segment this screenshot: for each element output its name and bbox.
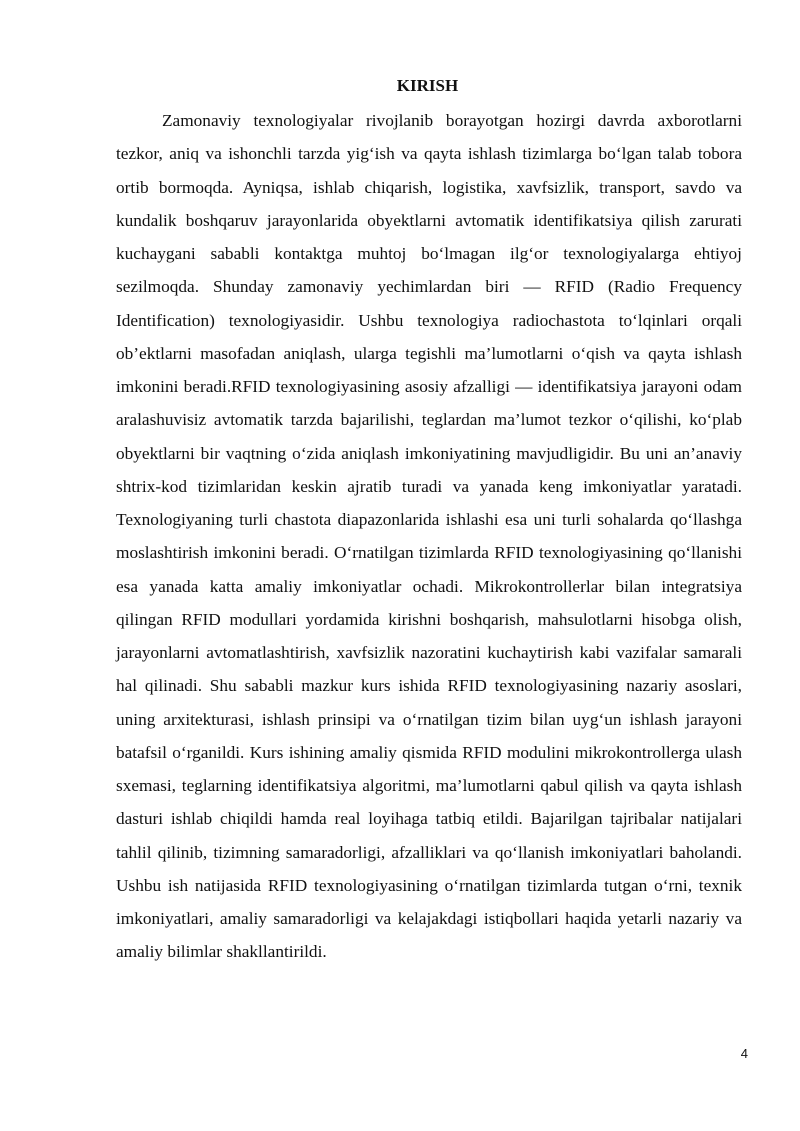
page-title: KIRISH bbox=[396, 76, 459, 95]
body-paragraph: Zamonaviy texnologiyalar rivojlanib borayotgan hozirgi davrda axborotlarni tezkor, aniq va ishonchli tarzda yig‘ish va qayta ishlash tizimlarga bo‘lgan talab tobora ortib bormoqda. Ayniqsa, ishlab chiqarish, logistika, xavfsizlik, transport, savdo va kundalik boshqaruv jarayonlarida obyektlarni avtomatik identifikatsiya qilish zarurati kuchaygani sababli kontaktga muhtoj bo‘lmagan ilg‘or texnologiyalarga ehtiyoj sezilmoqda. Shunday zamonaviy yechimlardan biri — RFID (Radio Frequency Identification) texnologiyasidir. Ushbu texnologiya radiochastota to‘lqinlari orqali ob’ektlarni masofadan aniqlash, ularga tegishli ma’lumotlarni o‘qish va qayta ishlash imkonini beradi.RFID texnologiyasining asosiy afzalligi — identifikatsiya jarayoni odam aralashuvisiz avtomatik tarzda bajarilishi, teglardan ma’lumot tezkor o‘qilishi, ko‘plab obyektlarni bir vaqtning o‘zida aniqlash imkoniyatining mavjudligidir. Bu uni an’anaviy shtrix-kod tizimlaridan keskin ajratib turadi va yanada keng imkoniyatlar yaratadi. Texnologiyaning turli chastota diapazonlarida ishlashi esa uni turli sohalarda qo‘llashga moslashtirish imkonini beradi. O‘rnatilgan tizimlarda RFID texnologiyasining qo‘llanishi esa yanada katta amaliy imkoniyatlar ochadi. Mikrokontrollerlar bilan integratsiya qilingan RFID modullari yordamida kirishni boshqarish, mahsulotlarni hisobga olish, jarayonlarni avtomatlashtirish, xavfsizlik nazoratini kuchaytirish kabi vazifalar samarali hal qilinadi. Shu sababli mazkur kurs ishida RFID texnologiyasining nazariy asoslari, uning arxitekturasi, ishlash prinsipi va o‘rnatilgan tizim bilan uyg‘un ishlash jarayoni batafsil o‘rganildi. Kurs ishining amaliy qismida RFID modulini mikrokontrollerga ulash sxemasi, teglarning identifikatsiya algoritmi, ma’lumotlarni qabul qilish va qayta ishlash dasturi ishlab chiqildi hamda real loyihaga tatbiq etildi. Bajarilgan tajribalar natijalari tahlil qilinib, tizimning samaradorligi, afzalliklari va qo‘llanish imkoniyatlari baholandi. Ushbu ish natijasida RFID texnologiyasining o‘rnatilgan tizimlarda tutgan o‘rni, texnik imkoniyatlari, amaliy samaradorligi va kelajakdagi istiqbollari haqida yetarli nazariy va amaliy bilimlar shakllantirildi. bbox=[116, 111, 742, 962]
page-number: 4 bbox=[740, 1046, 748, 1061]
